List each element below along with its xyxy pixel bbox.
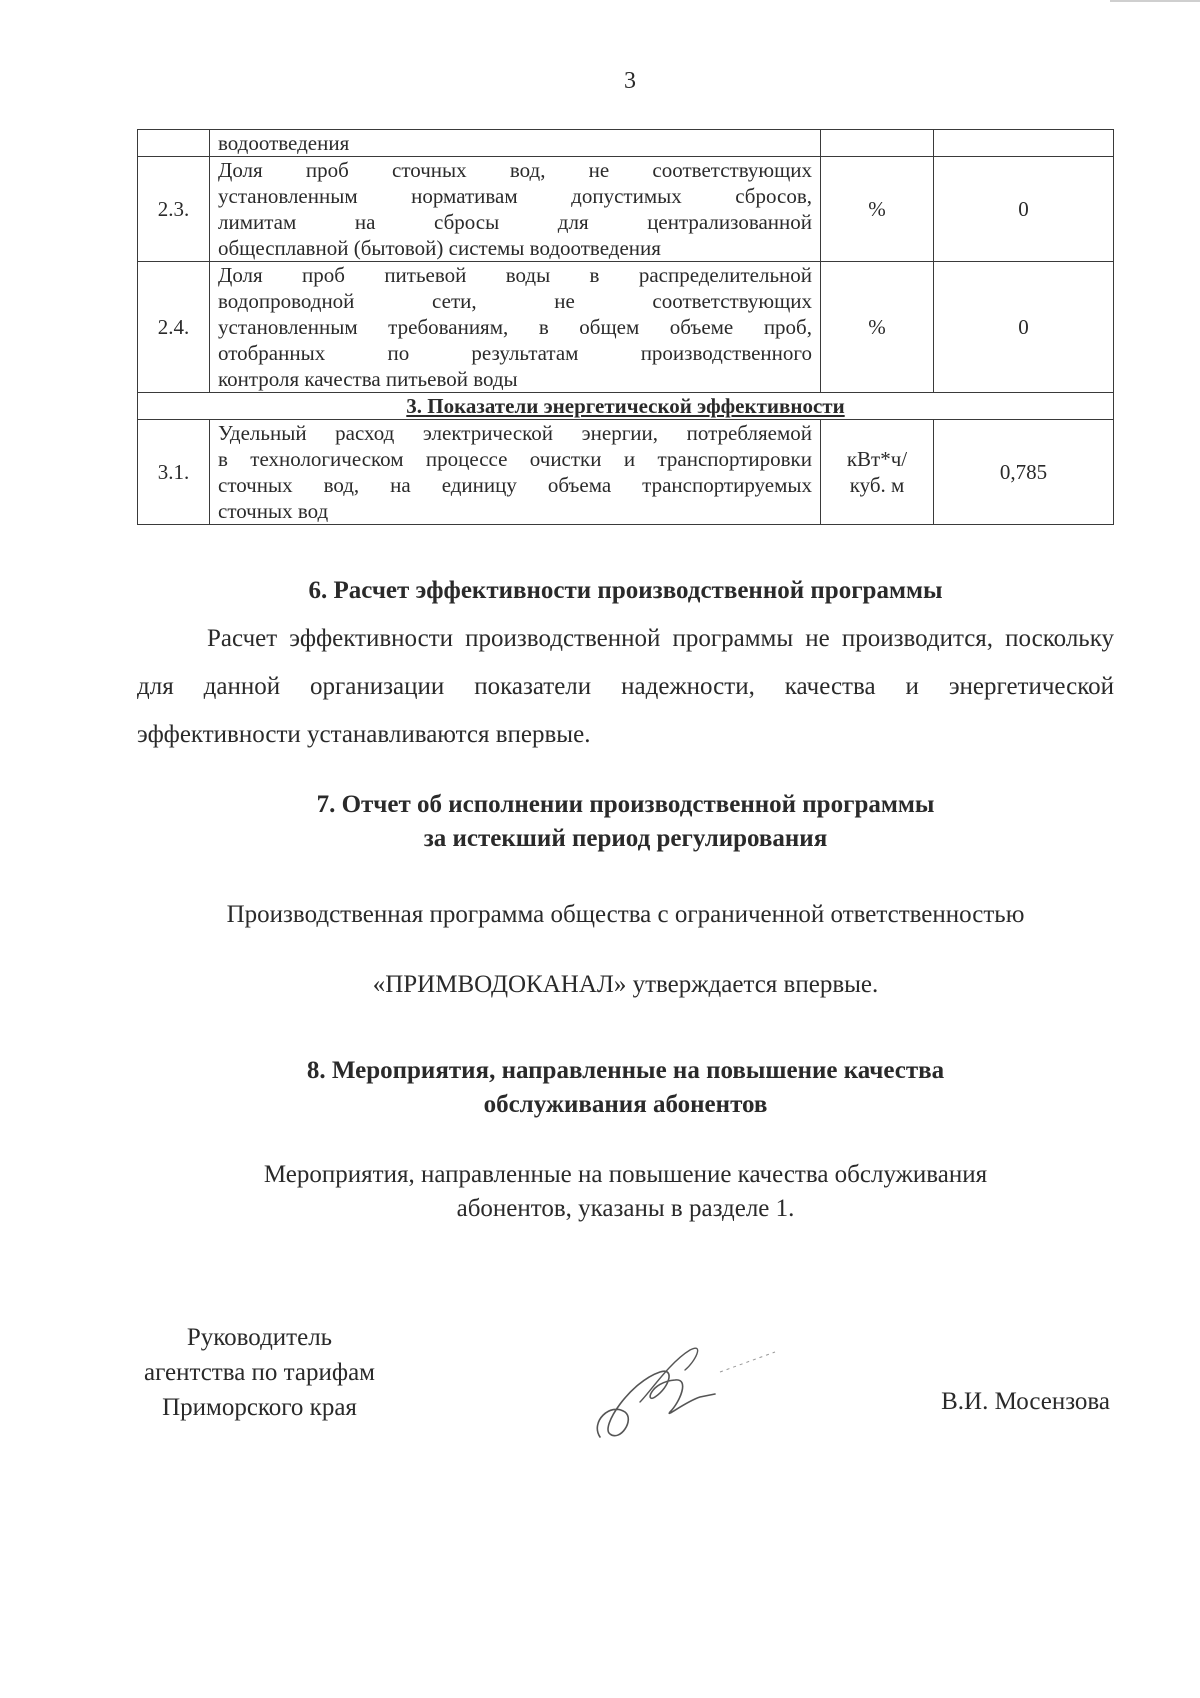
row-description-line: водоотведения xyxy=(218,131,350,155)
row-value: 0 xyxy=(934,157,1114,262)
row-description-line: установленным требованиям, в общем объеме проб, xyxy=(218,315,812,339)
row-description-line: контроля качества питьевой воды xyxy=(218,367,518,391)
row-description-line: водопроводной сети, не соответствующих xyxy=(218,289,812,313)
unit-line-1: кВт*ч/ xyxy=(846,447,908,471)
row-description-line: в технологическом процессе очистки и транспортировки xyxy=(218,447,812,471)
row-unit xyxy=(821,420,934,525)
table-row-3-1 xyxy=(138,420,1114,525)
row-description xyxy=(210,420,821,525)
row-description-line: лимитам на сбросы для централизованной xyxy=(218,210,812,234)
table-row xyxy=(138,262,1114,393)
signatory-title xyxy=(112,1320,407,1425)
section-8-heading-line-2: обслуживания абонентов xyxy=(483,1091,768,1118)
section-8-text-line-2: абонентов, указаны в разделе 1. xyxy=(456,1195,795,1222)
row-unit xyxy=(821,130,934,157)
row-description xyxy=(210,130,821,157)
scan-edge-mark xyxy=(1110,0,1200,2)
signatory-name: В.И. Мосензова xyxy=(941,1388,1110,1415)
section-6-heading: 6. Расчет эффективности производственной программы xyxy=(308,577,943,604)
row-description-line: общесплавной (бытовой) системы водоотведения xyxy=(218,236,661,260)
section-3-title: 3. Показатели энергетической эффективности xyxy=(138,393,1114,420)
row-description-line: установленным нормативам допустимых сбросов, xyxy=(218,184,812,208)
section-7-text-line-1: Производственная программа общества с ограниченной ответственностью xyxy=(226,901,1025,928)
row-number: 3.1. xyxy=(138,420,210,525)
signature-stroke-main xyxy=(597,1371,715,1437)
section-7-heading-line-2: за истекший период регулирования xyxy=(423,825,828,852)
page-number: 3 xyxy=(624,68,636,94)
row-description-line: сточных вод, на единицу объема транспортируемых xyxy=(218,473,812,497)
signature-stroke-tail xyxy=(720,1352,775,1372)
section-6-text: Расчет эффективности производственной программы не производится, поскольку для данной организации показатели надежности, качества и энергетической эффективности устанавливаются впервые. xyxy=(137,625,1114,748)
section-7-text-line-2: «ПРИМВОДОКАНАЛ» утверждается впервые. xyxy=(372,971,879,998)
row-value xyxy=(934,130,1114,157)
section-7-heading xyxy=(137,788,1114,856)
row-description-line: отобранных по результатам производственного xyxy=(218,341,812,365)
row-description-line: Доля проб питьевой воды в распределительной xyxy=(218,263,812,287)
row-number: 2.4. xyxy=(138,262,210,393)
section-7-text xyxy=(137,880,1114,1020)
table-row xyxy=(138,130,1114,157)
section-8-text xyxy=(137,1158,1114,1226)
row-unit: % xyxy=(821,157,934,262)
row-description-line: сточных вод xyxy=(218,499,329,523)
section-8-heading-line-1: 8. Мероприятия, направленные на повышение качества xyxy=(306,1057,945,1084)
signatory-title-line-1: Руководитель xyxy=(186,1324,333,1351)
unit-line-2: куб. м xyxy=(849,473,905,497)
indicators-table-body xyxy=(138,130,1114,525)
row-description-line: Доля проб сточных вод, не соответствующих xyxy=(218,158,812,182)
section-8-text-line-1: Мероприятия, направленные на повышение качества обслуживания xyxy=(263,1161,988,1188)
table-row-section-3 xyxy=(138,393,1114,420)
row-unit: % xyxy=(821,262,934,393)
row-description xyxy=(210,262,821,393)
row-number: 2.3. xyxy=(138,157,210,262)
signatory-title-line-3: Приморского края xyxy=(162,1394,357,1421)
signatory-title-line-2: агентства по тарифам xyxy=(143,1359,376,1386)
table-row xyxy=(138,157,1114,262)
row-value: 0 xyxy=(934,262,1114,393)
row-description-line: Удельный расход электрической энергии, потребляемой xyxy=(218,421,812,445)
row-value: 0,785 xyxy=(934,420,1114,525)
row-description xyxy=(210,157,821,262)
indicators-table xyxy=(137,129,1114,525)
section-7-heading-line-1: 7. Отчет об исполнении производственной программы xyxy=(316,791,935,818)
section-8-heading xyxy=(137,1054,1114,1122)
row-number xyxy=(138,130,210,157)
handwritten-signature xyxy=(580,1342,780,1452)
